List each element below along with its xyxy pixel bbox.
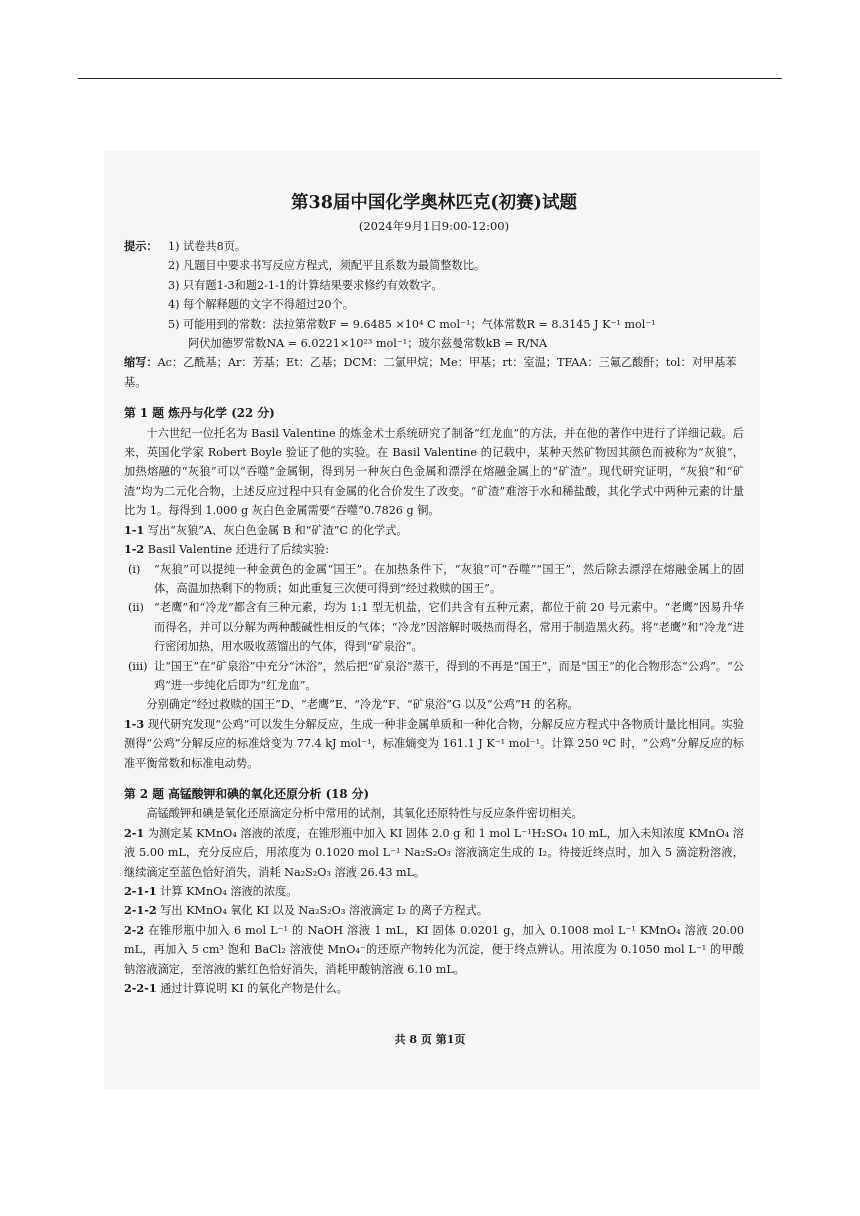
q1-2-ask: 分别确定“经过救赎的国王”D、“老鹰”E、“冷龙”F、“矿泉浴”G 以及“公鸡”H 的名称。 [146, 698, 579, 712]
q2-1-2-number: 2-1-2 [124, 903, 157, 918]
question-1-2 [124, 540, 744, 559]
question-2-heading: 第 2 题 高锰酸钾和碘的氧化还原分析 (18 分) [124, 786, 370, 801]
q2-1-2-text: 写出 KMnO₄ 氧化 KI 以及 Na₂S₂O₃ 溶液滴定 I₂ 的离子方程式。 [160, 904, 488, 918]
q1-1-text: 写出“灰狼”A、灰白色金属 B 和“矿渣”C 的化学式。 [147, 523, 408, 537]
question-1-1 [124, 521, 744, 540]
question-2-1-2 [124, 901, 744, 920]
hints-list [166, 237, 744, 353]
header-rule [78, 78, 782, 79]
sub-marker: (iii) [128, 659, 148, 673]
q1-3-number: 1-3 [124, 716, 145, 731]
q2-1-text: 为测定某 KMnO₄ 溶液的浓度，在锥形瓶中加入 KI 固体 2.0 g 和 1 mol L⁻¹H₂SO₄ 10 mL，加入未知浓度 KMnO₄ 溶液 5.00 mL，充分反应后，用浓度为 0.1020 mol L⁻¹ Na₂S₂O₃ 溶液滴定生成的 I₂。待接近终点时，加入 5 滴淀粉溶液，继续滴定至蓝色恰好消失，消耗 Na₂S₂O₃ 溶液 26.43 mL。 [124, 826, 744, 879]
page-footer: 共 8 页 第1页 [394, 1033, 466, 1046]
hints-block [124, 237, 744, 353]
sub-marker: (i) [128, 562, 141, 576]
sub-text: “老鹰”和“冷龙”都含有三种元素，均为 1:1 型无机盐，它们共含有五种元素，都位于前 20 号元素中。“老鹰”因易升华而得名，并可以分解为两种酸碱性相反的气体；“冷龙”因溶解时吸热而得名，常用于制造黑火药。将“老鹰”和“冷龙”进行密闭加热，用水吸收蒸馏出的气体，得到“矿泉浴”。 [154, 601, 744, 654]
abbr-text: Ac：乙酰基；Ar：芳基；Et：乙基；DCM：二氯甲烷；Me：甲基；rt：室温；TFAA：三氟乙酸酐；tol：对甲基苯基。 [124, 356, 737, 389]
question-2-2 [124, 921, 744, 979]
q2-1-1-text: 计算 KMnO₄ 溶液的浓度。 [160, 885, 298, 898]
hint-item-5-continued: 阿伏加德罗常数NA = 6.0221×10²³ mol⁻¹；玻尔兹曼常数kB = R/NA [188, 337, 548, 351]
sub-marker: (ii) [128, 601, 144, 615]
sub-text: “灰狼”可以提纯一种金黄色的金属“国王”。在加热条件下，“灰狼”可“吞噬”“国王”，然后除去漂浮在熔融金属上的固体，高温加热剩下的物质；如此重复三次便可得到“经过救赎的国王”。 [154, 562, 744, 595]
q2-2-text: 在锥形瓶中加入 6 mol L⁻¹ 的 NaOH 溶液 1 mL，KI 固体 0.0201 g，加入 0.1008 mol L⁻¹ KMnO₄ 溶液 20.00 mL，再加入 5 cm³ 饱和 BaCl₂ 溶液使 MnO₄⁻的还原产物转化为沉淀，便于终点辨认。用浓度为 0.1050 mol L⁻¹ 的甲酸钠溶液滴定，至溶液的紫红色恰好消失，消耗甲酸钠溶液 6.10 mL。 [124, 923, 745, 976]
q1-2-sub-i [124, 560, 744, 599]
hint-item-4: 4) 每个解释题的文字不得超过20个。 [168, 298, 354, 312]
q1-2-number: 1-2 [124, 542, 145, 557]
exam-content [124, 190, 744, 998]
hint-item-5: 5) 可能用到的常数：法拉第常数F = 9.6485 ×10⁴ C mol⁻¹；气体常数R = 8.3145 J K⁻¹ mol⁻¹ [168, 317, 656, 331]
hints-label: 提示： [124, 239, 158, 253]
q2-2-1-text: 通过计算说明 KI 的氧化产物是什么。 [160, 982, 348, 996]
question-1-intro: 十六世纪一位托名为 Basil Valentine 的炼金术士系统研究了制备“红龙血”的方法，并在他的著作中进行了详细记载。后来，英国化学家 Robert Boyle 验证了他的实验。在 Basil Valentine 的记载中，某种天然矿物因其颜色而被称为“灰狼”，加热熔融的“灰狼”可以“吞噬”金属铜，得到另一种灰白色金属和漂浮在熔融金属上的“矿渣”。现代研究证明，“灰狼”和“矿渣”均为二元化合物，上述反应过程中只有金属的化合价发生了改变。“矿渣”难溶于水和稀盐酸，其化学式中两种元素的计量比为 1。每得到 1.000 g 灰白色金属需要“吞噬”0.7826 g 铜。 [124, 426, 744, 518]
question-2-1-1 [124, 882, 744, 901]
hint-item-2: 2) 凡题目中要求书写反应方程式，须配平且系数为最简整数比。 [168, 259, 486, 273]
sub-text: 让“国王”在“矿泉浴”中充分“沐浴”，然后把“矿泉浴”蒸干，得到的不再是“国王”，而是“国王”的化合物形态“公鸡”。“公鸡”进一步纯化后即为“红龙血”。 [154, 659, 744, 692]
q1-2-text: Basil Valentine 还进行了后续实验: [147, 543, 329, 557]
question-1-heading: 第 1 题 炼丹与化学 (22 分) [124, 406, 275, 421]
question-2-1 [124, 824, 744, 882]
q2-1-number: 2-1 [124, 825, 145, 840]
q1-2-sub-ii [124, 598, 744, 656]
hint-item-1: 1) 试卷共8页。 [168, 240, 247, 253]
q1-2-sub-iii [124, 657, 744, 696]
question-1-3 [124, 715, 744, 773]
exam-title: 第38届中国化学奥林匹克(初赛)试题 [291, 193, 577, 213]
q2-2-number: 2-2 [124, 922, 145, 937]
q2-2-1-number: 2-2-1 [124, 981, 157, 996]
question-2-intro: 高锰酸钾和碘是氧化还原滴定分析中常用的试剂，其氧化还原特性与反应条件密切相关。 [146, 807, 583, 821]
question-2-2-1 [124, 979, 744, 998]
abbreviations [124, 353, 744, 392]
abbr-label: 缩写： [124, 355, 158, 370]
exam-date: (2024年9月1日9:00-12:00) [358, 219, 510, 233]
q2-1-1-number: 2-1-1 [124, 884, 157, 898]
q1-1-number: 1-1 [124, 522, 145, 537]
hint-item-3: 3) 只有题1-3和题2-1-1的计算结果要求修约有效数字。 [168, 278, 443, 292]
q1-3-text: 现代研究发现“公鸡”可以发生分解反应，生成一种非金属单质和一种化合物，分解反应方程式中各物质计量比相同。实验测得“公鸡”分解反应的标准焓变为 77.4 kJ mol⁻¹，标准熵变为 161.1 J K⁻¹ mol⁻¹。计算 250 ºC 时，“公鸡”分解反应的标准平衡常数和标准电动势。 [124, 717, 744, 770]
